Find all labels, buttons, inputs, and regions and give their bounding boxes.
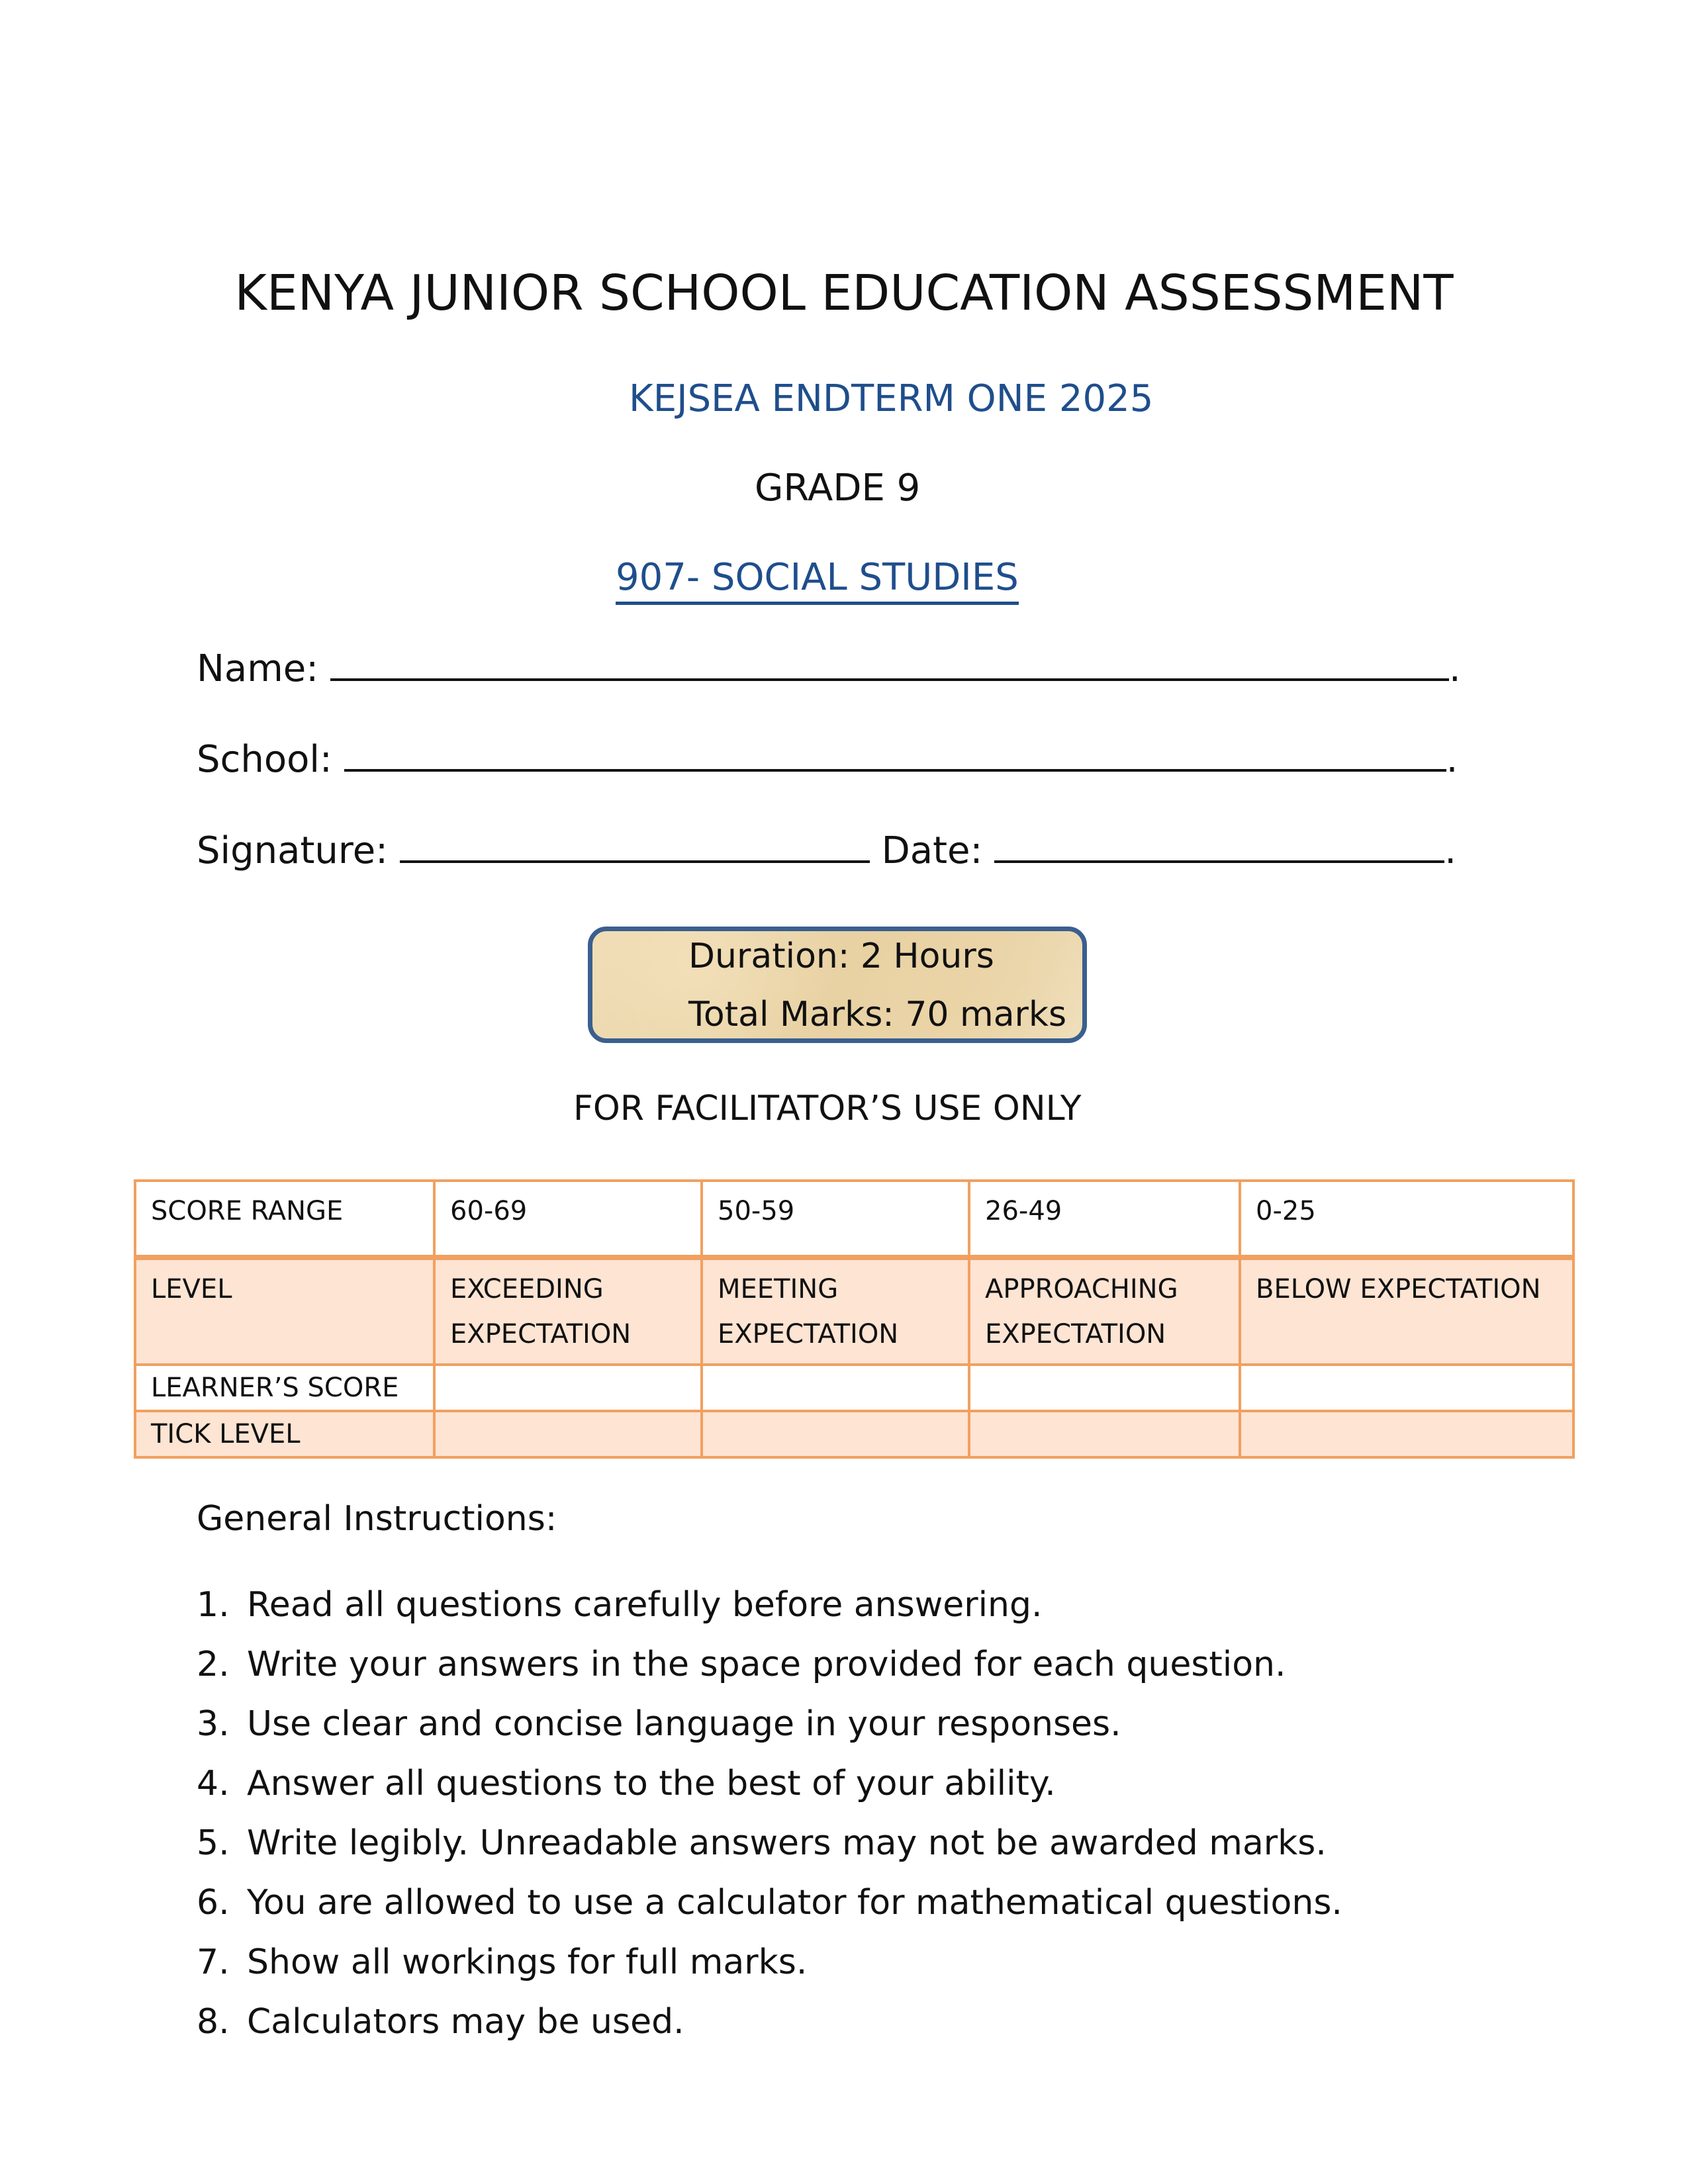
name-label: Name:: [197, 647, 319, 690]
instruction-text: Read all questions carefully before answering.: [247, 1585, 1043, 1625]
school-label: School:: [197, 738, 332, 781]
exam-name: KEJSEA ENDTERM ONE 2025: [629, 377, 1154, 420]
score-entry-cell[interactable]: [702, 1365, 969, 1411]
table-cell: BELOW EXPECTATION: [1240, 1257, 1573, 1365]
grade-label: GRADE 9: [755, 467, 921, 510]
table-cell: TICK LEVEL: [135, 1411, 434, 1457]
instruction-text: You are allowed to use a calculator for mathematical questions.: [247, 1883, 1342, 1923]
score-entry-cell[interactable]: [1240, 1365, 1573, 1411]
table-cell: SCORE RANGE: [135, 1181, 434, 1257]
table-cell: 60-69: [434, 1181, 702, 1257]
table-cell: 0-25: [1240, 1181, 1573, 1257]
tick-level-row: [135, 1411, 1573, 1457]
score-range-row: [135, 1181, 1573, 1257]
instruction-text: Write legibly. Unreadable answers may not be awarded marks.: [247, 1823, 1327, 1863]
name-input-line[interactable]: [330, 645, 1449, 681]
instruction-text: Answer all questions to the best of your ability.: [247, 1764, 1056, 1803]
school-terminator: .: [1446, 738, 1458, 781]
list-item: 2. Write your answers in the space provided for each question.: [197, 1645, 1286, 1684]
score-entry-cell[interactable]: [434, 1365, 702, 1411]
table-cell: LEVEL: [135, 1257, 434, 1365]
tick-entry-cell[interactable]: [434, 1411, 702, 1457]
list-item: 1. Read all questions carefully before answering.: [197, 1585, 1043, 1625]
tick-entry-cell[interactable]: [702, 1411, 969, 1457]
table-cell: 50-59: [702, 1181, 969, 1257]
name-field-row: [197, 645, 1461, 690]
list-item: 7. Show all workings for full marks.: [197, 1942, 808, 1982]
table-cell: MEETING EXPECTATION: [702, 1257, 969, 1365]
list-item: 3. Use clear and concise language in your responses.: [197, 1704, 1121, 1744]
signature-input-line[interactable]: [400, 827, 870, 863]
date-terminator: .: [1444, 829, 1456, 872]
page-title: KENYA JUNIOR SCHOOL EDUCATION ASSESSMENT: [234, 265, 1454, 322]
date-label: Date:: [881, 829, 983, 872]
instruction-text: Show all workings for full marks.: [247, 1942, 808, 1982]
date-input-line[interactable]: [994, 827, 1444, 863]
exam-info-box: [588, 927, 1087, 1043]
duration-text: Duration: 2 Hours: [688, 936, 994, 976]
school-input-line[interactable]: [344, 736, 1446, 772]
list-item: 6. You are allowed to use a calculator for mathematical questions.: [197, 1883, 1342, 1923]
table-cell: LEARNER’S SCORE: [135, 1365, 434, 1411]
instruction-text: Write your answers in the space provided for each question.: [247, 1645, 1286, 1684]
name-terminator: .: [1448, 647, 1461, 690]
signature-date-row: [197, 827, 1456, 872]
facilitator-heading: FOR FACILITATOR’S USE ONLY: [573, 1089, 1082, 1128]
learner-score-row: [135, 1365, 1573, 1411]
list-item: 4. Answer all questions to the best of your ability.: [197, 1764, 1056, 1803]
table-cell: EXCEEDING EXPECTATION: [434, 1257, 702, 1365]
school-field-row: [197, 736, 1458, 781]
instruction-text: Calculators may be used.: [247, 2002, 684, 2042]
instructions-list: [197, 1575, 1342, 2052]
table-cell: 26-49: [969, 1181, 1240, 1257]
list-item: 5. Write legibly. Unreadable answers may not be awarded marks.: [197, 1823, 1327, 1863]
tick-entry-cell[interactable]: [1240, 1411, 1573, 1457]
score-table: [134, 1179, 1575, 1459]
tick-entry-cell[interactable]: [969, 1411, 1240, 1457]
level-row: [135, 1257, 1573, 1365]
instruction-text: Use clear and concise language in your responses.: [247, 1704, 1121, 1744]
list-item: 8. Calculators may be used.: [197, 2002, 684, 2042]
subject-title: 907- SOCIAL STUDIES: [616, 556, 1019, 605]
instructions-heading: General Instructions:: [197, 1499, 557, 1539]
total-marks-text: Total Marks: 70 marks: [688, 995, 1067, 1034]
table-cell: APPROACHING EXPECTATION: [969, 1257, 1240, 1365]
signature-label: Signature:: [197, 829, 389, 872]
score-entry-cell[interactable]: [969, 1365, 1240, 1411]
